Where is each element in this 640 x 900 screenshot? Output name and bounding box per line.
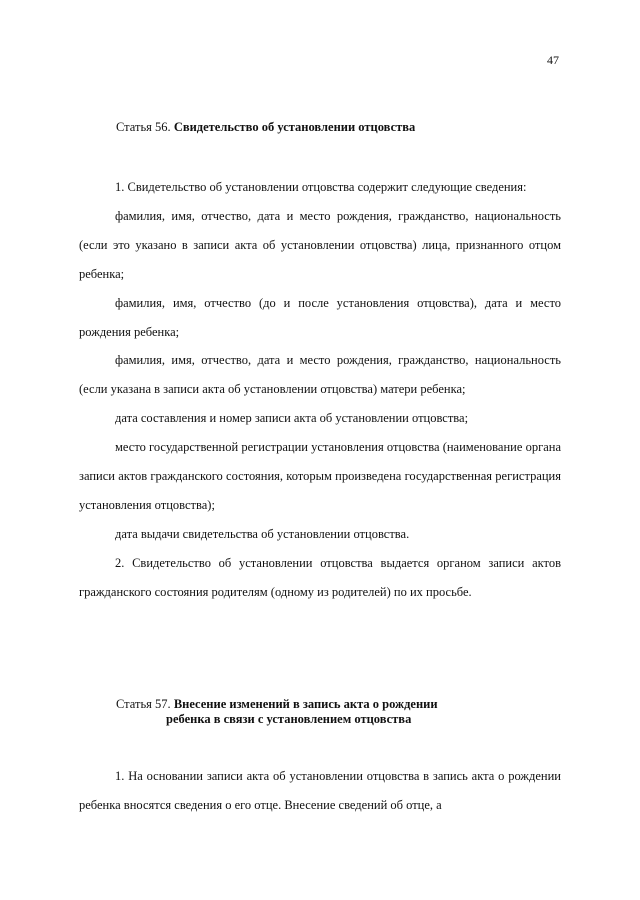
article-56-heading — [116, 120, 415, 135]
article-56-paragraph: фамилия, имя, отчество, дата и место рождения, гражданство, национальность (если указана в записи акта об установлении отцовства) матери ребенка; — [79, 353, 561, 397]
page-number: 47 — [547, 53, 559, 67]
article-56-paragraph: место государственной регистрации установления отцовства (наименование органа записи актов гражданского состояния, которым произведена государственная регистрация установления отцовства); — [79, 440, 561, 512]
article-57-title-line1: Внесение изменений в запись акта о рождении — [173, 697, 438, 711]
article-56-body — [79, 173, 561, 607]
article-56-title: Свидетельство об установлении отцовства — [173, 120, 416, 134]
article-57-title-line2: ребенка в связи с установлением отцовства — [166, 712, 412, 726]
article-56-paragraph: 2. Свидетельство об установлении отцовства выдается органом записи актов гражданского состояния родителям (одному из родителей) по их просьбе. — [79, 555, 561, 599]
article-56-paragraph: фамилия, имя, отчество (до и после установления отцовства), дата и место рождения ребенка; — [79, 295, 561, 339]
article-57-paragraph: 1. На основании записи акта об установлении отцовства в запись акта о рождении ребенка вносятся сведения о его отце. Внесение сведений об отце, а — [79, 769, 561, 812]
article-56-label: Статья 56. — [116, 120, 171, 134]
article-57-label: Статья 57. — [116, 697, 171, 711]
article-56-paragraph: дата составления и номер записи акта об установлении отцовства; — [115, 411, 469, 426]
article-56-paragraph: дата выдачи свидетельства об установлении отцовства. — [115, 526, 410, 541]
article-56-paragraph: фамилия, имя, отчество, дата и место рождения, гражданство, национальность (если это указано в записи акта об установлении отцовства) лица, признанного отцом ребенка; — [79, 208, 561, 281]
article-56-paragraph: 1. Свидетельство об установлении отцовства содержит следующие сведения: — [115, 180, 527, 194]
article-57-heading — [116, 697, 438, 712]
article-57-body — [79, 762, 561, 820]
